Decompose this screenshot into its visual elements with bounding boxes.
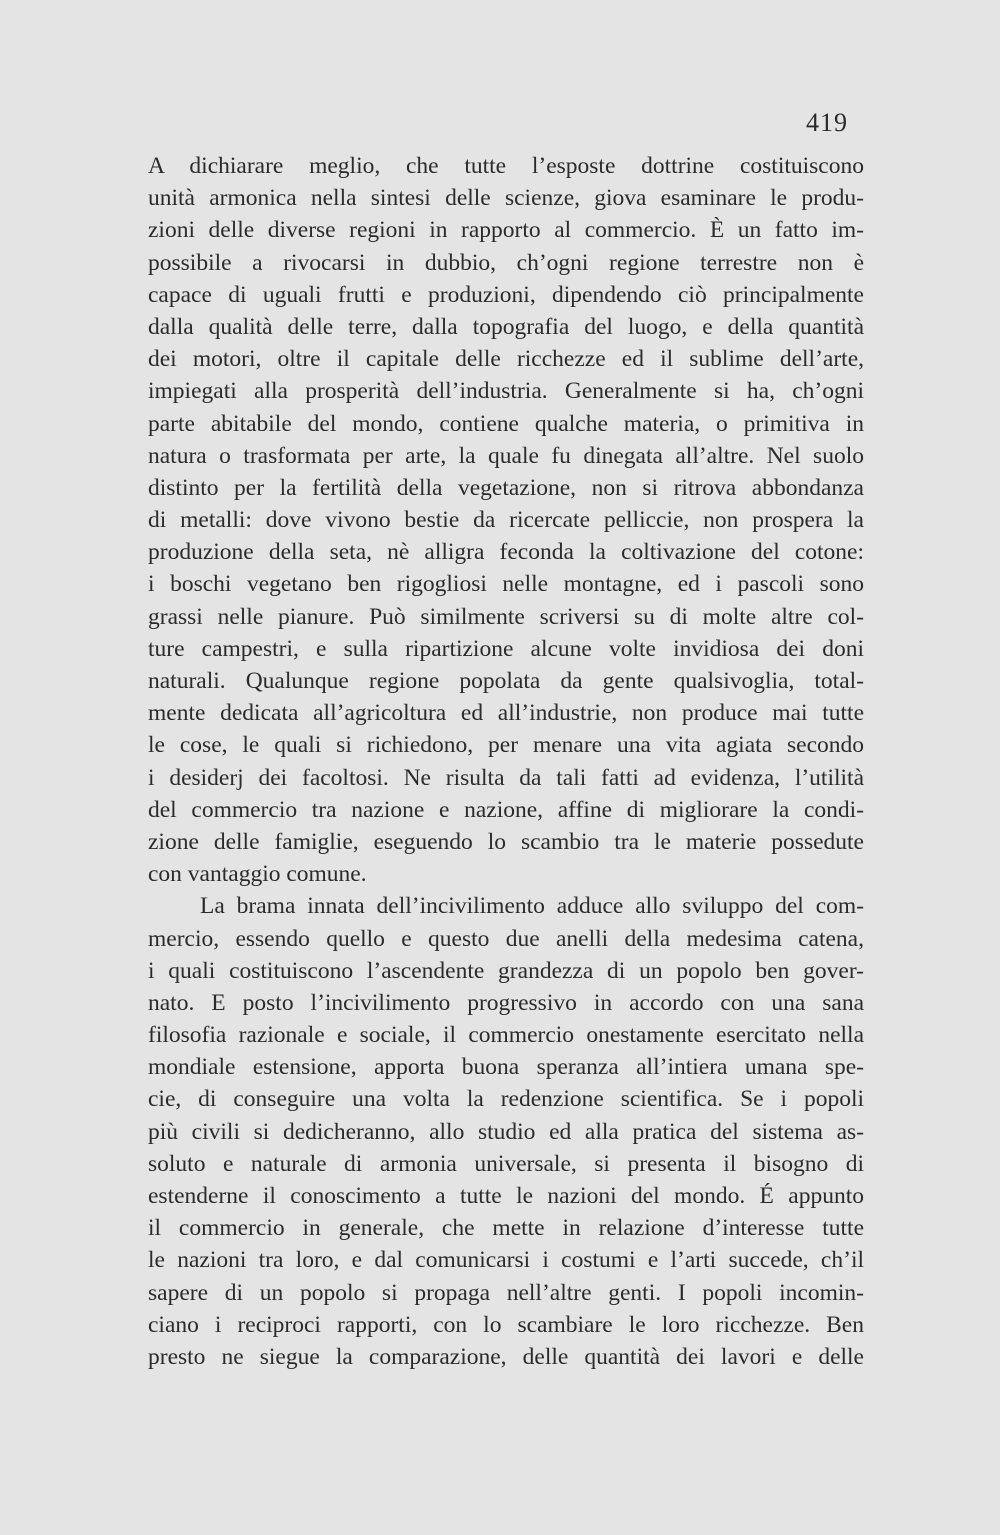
text-line: più civili si dedicheranno, allo studio ed alla pratica del sistema as- [148, 1118, 864, 1145]
text-line: il commercio in generale, che mette in relazione d’interesse tutte [148, 1215, 864, 1242]
text-line: mondiale estensione, apporta buona speranza all’intiera umana spe- [148, 1054, 864, 1081]
text-line: produzione della seta, nè alligra feconda la coltivazione del cotone: [148, 539, 864, 566]
text-line: i desiderj dei facoltosi. Ne risulta da tali fatti ad evidenza, l’utilità [148, 764, 864, 791]
text-line: presto ne siegue la comparazione, delle quantità dei lavori e delle [148, 1343, 864, 1370]
text-line: estenderne il conoscimento a tutte le nazioni del mondo. É appunto [148, 1183, 864, 1209]
text-line: mente dedicata all’agricoltura ed all’industrie, non produce mai tutte [148, 700, 864, 727]
text-line: grassi nelle pianure. Può similmente scriversi su di molte altre col- [148, 603, 864, 630]
paragraph [148, 890, 864, 1373]
paragraph [148, 150, 864, 890]
text-line: ture campestri, e sulla ripartizione alcune volte invidiosa dei doni [148, 635, 864, 662]
text-line: unità armonica nella sintesi delle scienze, giova esaminare le produ- [148, 185, 864, 212]
text-line: i boschi vegetano ben rigogliosi nelle montagne, ed i pascoli sono [148, 571, 864, 598]
text-line: possibile a rivocarsi in dubbio, ch’ogni regione terrestre non è [148, 249, 864, 276]
text-line: sapere di un popolo si propaga nell’altre genti. I popoli incomin- [148, 1279, 864, 1306]
text-line: cie, di conseguire una volta la redenzione scientifica. Se i popoli [148, 1086, 864, 1113]
text-line: le cose, le quali si richiedono, per menare una vita agiata secondo [148, 732, 864, 759]
text-line: mercio, essendo quello e questo due anelli della medesima catena, [148, 925, 864, 952]
text-line: impiegati alla prosperità dell’industria. Generalmente si ha, ch’ogni [148, 378, 864, 405]
text-line: A dichiarare meglio, che tutte l’esposte dottrine costituiscono [148, 153, 864, 179]
text-line: natura o trasformata per arte, la quale fu dinegata all’altre. Nel suolo [148, 442, 864, 469]
text-line: capace di uguali frutti e produzioni, dipendendo ciò principalmente [148, 281, 864, 308]
text-line: ciano i reciproci rapporti, con lo scambiare le loro ricchezze. Ben [148, 1311, 864, 1338]
text-line: zioni delle diverse regioni in rapporto al commercio. È un fatto im- [148, 217, 864, 244]
text-line: naturali. Qualunque regione popolata da gente qualsivoglia, total- [148, 668, 864, 694]
text-line: zione delle famiglie, eseguendo lo scambio tra le materie possedute [148, 828, 864, 855]
text-line: i quali costituiscono l’ascendente grandezza di un popolo ben gover- [148, 957, 864, 984]
text-line: di metalli: dove vivono bestie da ricercate pelliccie, non prospera la [148, 507, 864, 534]
text-line: dalla qualità delle terre, dalla topografia del luogo, e della quantità [148, 313, 864, 340]
text-line: nato. E posto l’incivilimento progressivo in accordo con una sana [148, 989, 864, 1016]
text-line: le nazioni tra loro, e dal comunicarsi i costumi e l’arti succede, ch’il [148, 1247, 864, 1274]
text-line: soluto e naturale di armonia universale, si presenta il bisogno di [148, 1150, 864, 1177]
text-line: filosofia razionale e sociale, il commercio onestamente esercitato nella [148, 1022, 864, 1049]
text-line: del commercio tra nazione e nazione, affine di migliorare la condi- [148, 796, 864, 823]
text-line: con vantaggio comune. [148, 861, 367, 888]
text-line: distinto per la fertilità della vegetazione, non si ritrova abbondanza [148, 474, 864, 501]
text-line: dei motori, oltre il capitale delle ricchezze ed il sublime dell’arte, [148, 346, 864, 373]
body-text [148, 150, 864, 1373]
text-line: parte abitabile del mondo, contiene qualche materia, o primitiva in [148, 410, 864, 437]
page-number: 419 [806, 108, 848, 137]
text-line: La brama innata dell’incivilimento adduce allo sviluppo del com- [200, 893, 864, 920]
